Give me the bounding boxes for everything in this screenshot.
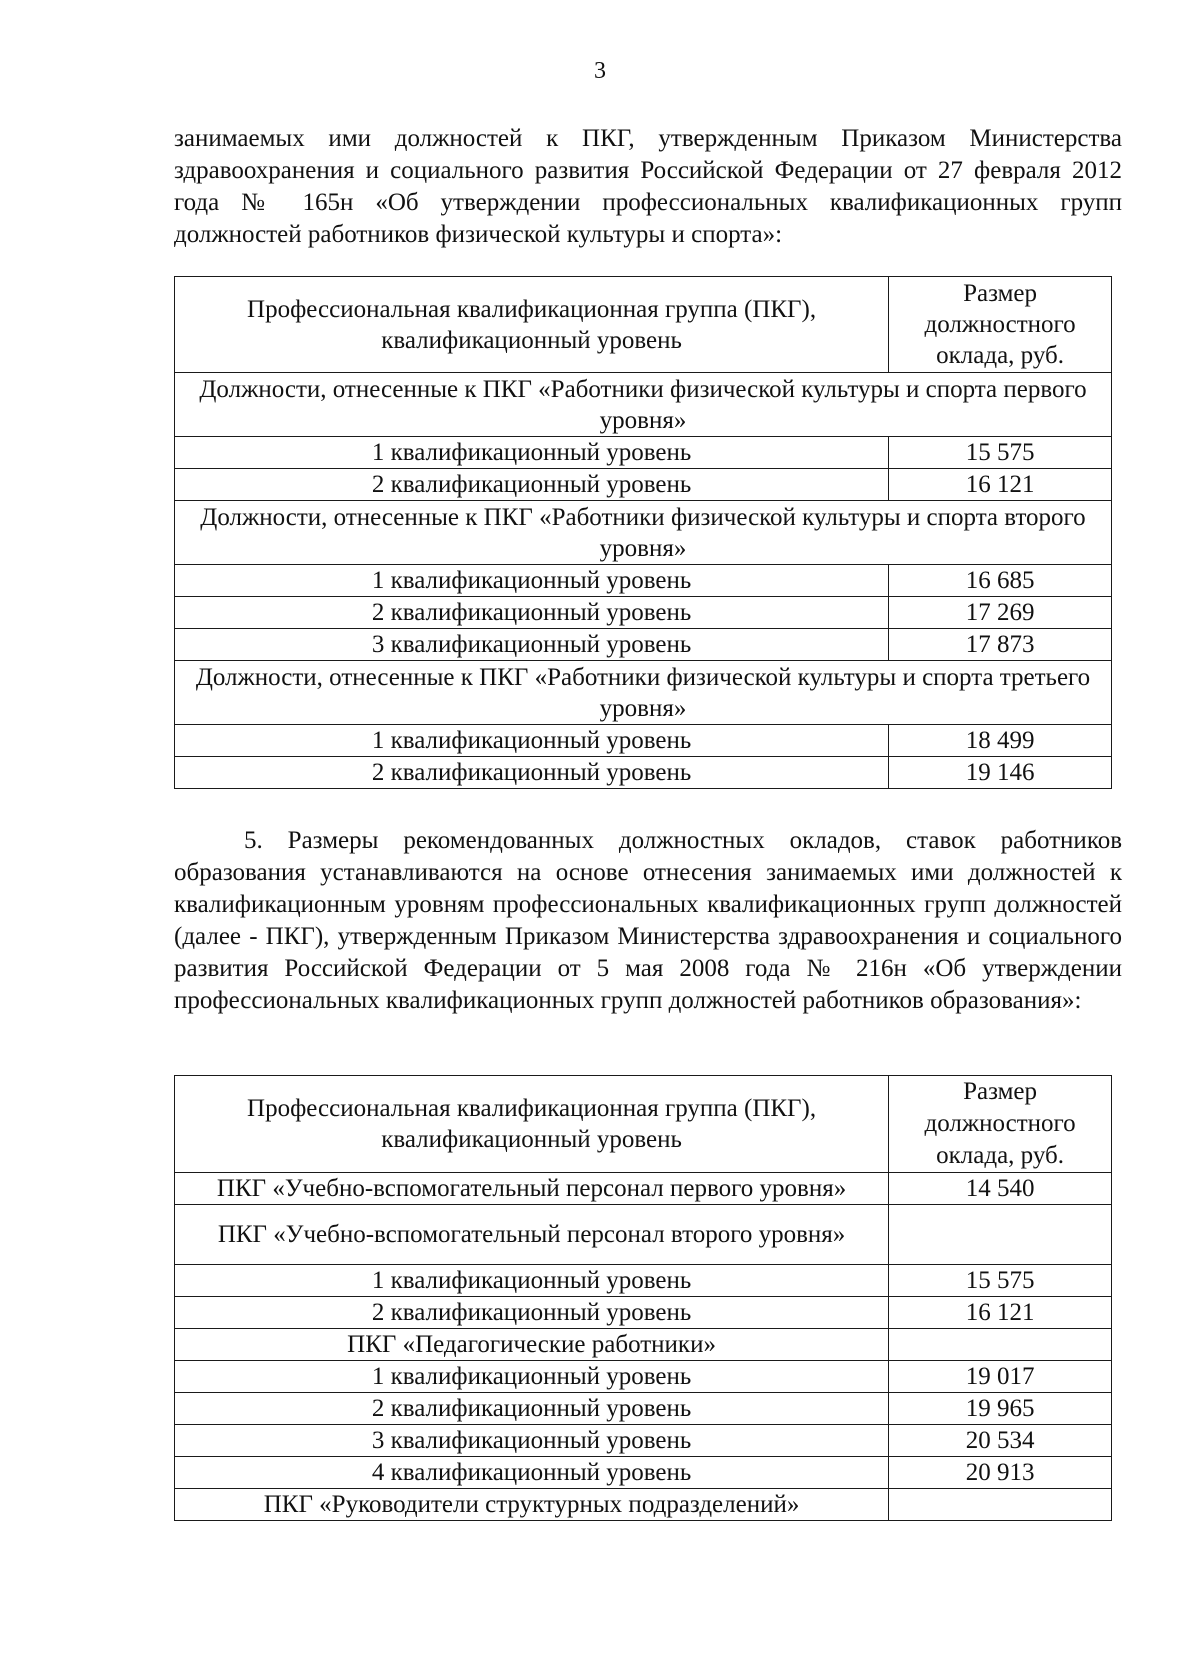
table-row bbox=[175, 1173, 1112, 1205]
salary-cell bbox=[889, 1205, 1112, 1265]
table-row bbox=[175, 1265, 1112, 1297]
label-cell: ПКГ «Педагогические работники» bbox=[175, 1329, 889, 1361]
salary-cell bbox=[889, 1329, 1112, 1361]
salary-cell: 17 873 bbox=[889, 629, 1112, 661]
level-cell: 1 квалификационный уровень bbox=[175, 725, 889, 757]
table-row bbox=[175, 469, 1112, 501]
sports-salary-table bbox=[174, 276, 1112, 789]
header-salary: Размер должностного оклада, руб. bbox=[889, 277, 1112, 373]
salary-cell: 16 121 bbox=[889, 469, 1112, 501]
label-cell: 3 квалификационный уровень bbox=[175, 1425, 889, 1457]
table-header-row bbox=[175, 1076, 1112, 1173]
group-title: Должности, отнесенные к ПКГ «Работники физической культуры и спорта первого уровня» bbox=[175, 373, 1112, 437]
table-row bbox=[175, 1361, 1112, 1393]
label-cell: 1 квалификационный уровень bbox=[175, 1265, 889, 1297]
table-row bbox=[175, 437, 1112, 469]
header-group-level: Профессиональная квалификационная группа (ПКГ), квалификационный уровень bbox=[175, 277, 889, 373]
label-cell: ПКГ «Руководители структурных подразделений» bbox=[175, 1489, 889, 1521]
group-row bbox=[175, 501, 1112, 565]
label-cell: 4 квалификационный уровень bbox=[175, 1457, 889, 1489]
label-cell: 2 квалификационный уровень bbox=[175, 1393, 889, 1425]
salary-cell: 15 575 bbox=[889, 1265, 1112, 1297]
table-row bbox=[175, 629, 1112, 661]
salary-cell: 18 499 bbox=[889, 725, 1112, 757]
table-row bbox=[175, 565, 1112, 597]
table-row bbox=[175, 1393, 1112, 1425]
salary-cell: 16 685 bbox=[889, 565, 1112, 597]
level-cell: 2 квалификационный уровень bbox=[175, 757, 889, 789]
label-cell: ПКГ «Учебно-вспомогательный персонал первого уровня» bbox=[175, 1173, 889, 1205]
label-cell: ПКГ «Учебно-вспомогательный персонал второго уровня» bbox=[175, 1205, 889, 1265]
salary-cell: 20 534 bbox=[889, 1425, 1112, 1457]
salary-cell: 17 269 bbox=[889, 597, 1112, 629]
section-text: Размеры рекомендованных должностных окладов, ставок работников образования устанавливаются на основе отнесения занимаемых ими должностей к квалификационным уровням профессиональных квалификационных групп должностей (далее - ПКГ), утвержденным Приказом Министерства здравоохранения и социального развития Российской Федерации от 5 мая 2008 года № 216н «Об утверждении профессиональных квалификационных групп должностей работников образования»: bbox=[174, 827, 1122, 1014]
table-row bbox=[175, 1425, 1112, 1457]
intro-paragraph: занимаемых ими должностей к ПКГ, утвержденным Приказом Министерства здравоохранения и социального развития Российской Федерации от 27 февраля 2012 года № 165н «Об утверждении профессиональных квалификационных групп должностей работников физической культуры и спорта»: bbox=[174, 125, 1122, 248]
level-cell: 2 квалификационный уровень bbox=[175, 469, 889, 501]
salary-cell: 14 540 bbox=[889, 1173, 1112, 1205]
table-row bbox=[175, 597, 1112, 629]
table-row bbox=[175, 1457, 1112, 1489]
salary-cell: 19 146 bbox=[889, 757, 1112, 789]
salary-cell: 19 017 bbox=[889, 1361, 1112, 1393]
group-title: Должности, отнесенные к ПКГ «Работники физической культуры и спорта третьего уровня» bbox=[175, 661, 1112, 725]
education-salary-table bbox=[174, 1075, 1112, 1521]
page-number: 3 bbox=[594, 58, 606, 84]
table-row bbox=[175, 725, 1112, 757]
table-row bbox=[175, 1489, 1112, 1521]
group-title: Должности, отнесенные к ПКГ «Работники физической культуры и спорта второго уровня» bbox=[175, 501, 1112, 565]
level-cell: 1 квалификационный уровень bbox=[175, 565, 889, 597]
header-group-level: Профессиональная квалификационная группа (ПКГ), квалификационный уровень bbox=[175, 1076, 889, 1173]
salary-cell bbox=[889, 1489, 1112, 1521]
section-number: 5. bbox=[244, 827, 263, 854]
table-header-row bbox=[175, 277, 1112, 373]
level-cell: 3 квалификационный уровень bbox=[175, 629, 889, 661]
level-cell: 2 квалификационный уровень bbox=[175, 597, 889, 629]
salary-cell: 16 121 bbox=[889, 1297, 1112, 1329]
group-row bbox=[175, 373, 1112, 437]
salary-cell: 19 965 bbox=[889, 1393, 1112, 1425]
label-cell: 1 квалификационный уровень bbox=[175, 1361, 889, 1393]
table-row bbox=[175, 1329, 1112, 1361]
salary-cell: 20 913 bbox=[889, 1457, 1112, 1489]
header-salary: Размер должностного оклада, руб. bbox=[889, 1076, 1112, 1173]
salary-cell: 15 575 bbox=[889, 437, 1112, 469]
level-cell: 1 квалификационный уровень bbox=[175, 437, 889, 469]
table-row bbox=[175, 757, 1112, 789]
label-cell: 2 квалификационный уровень bbox=[175, 1297, 889, 1329]
section-5-paragraph bbox=[174, 825, 1122, 1017]
table-row bbox=[175, 1205, 1112, 1265]
table-row bbox=[175, 1297, 1112, 1329]
group-row bbox=[175, 661, 1112, 725]
